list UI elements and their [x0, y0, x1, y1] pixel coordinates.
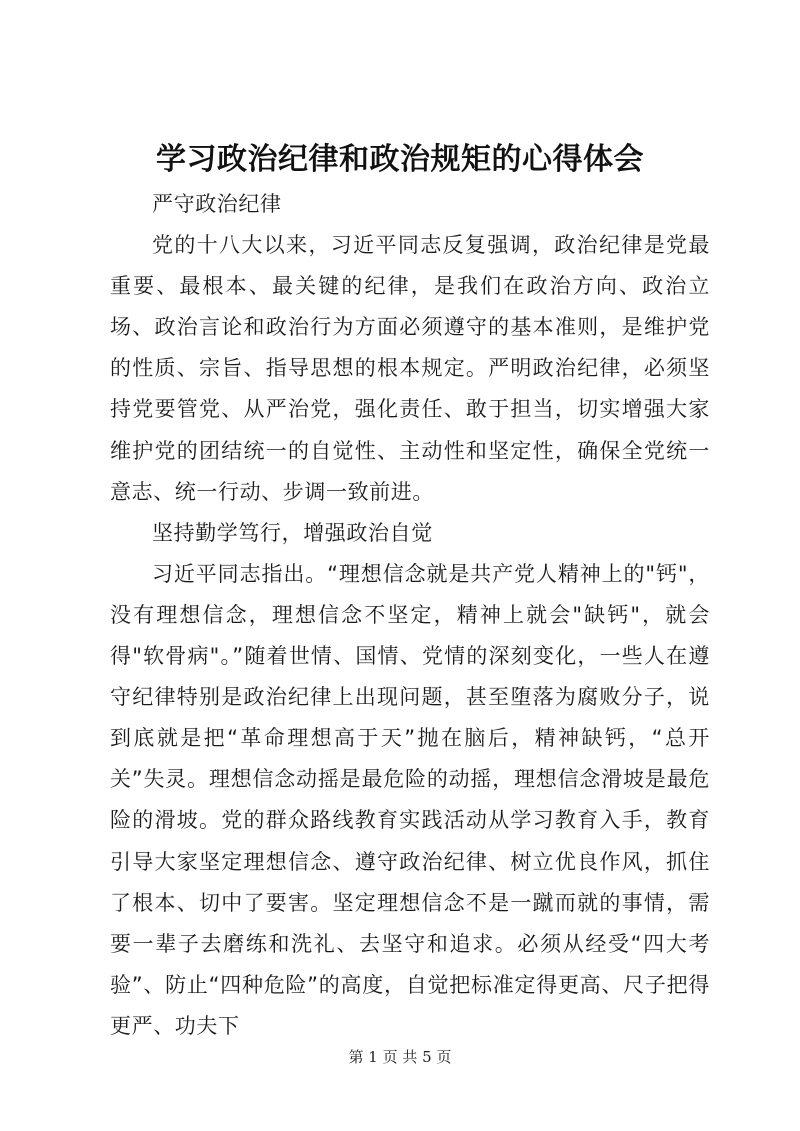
section-heading-2: 坚持勤学笃行，增强政治自觉 [152, 520, 433, 545]
section-heading-1: 严守政治纪律 [152, 192, 282, 216]
section-paragraph-1: 党的十八大以来，习近平同志反复强调，政治纪律是党最重要、最根本、最关键的纪律，是我们在政治方向、政治立场、政治言论和政治行为方面必须遵守的基本准则，是维护党的性质、宗旨、指导思想的根本规定。严明政治纪律，必须坚持党要管党、从严治党，强化责任、敢于担当，切实增强大家维护党的团结统一的自觉性、主动性和坚定性，确保全党统一意志、统一行动、步调一致前进。 [110, 233, 710, 504]
document-body [110, 184, 710, 1047]
document-title: 学习政治纪律和政治规矩的心得体会 [156, 142, 644, 177]
page-footer: 第 1 页 共 5 页 [348, 1048, 452, 1066]
section-paragraph-2: 习近平同志指出。“理想信念就是共产党人精神上的"钙"，没有理想信念，理想信念不坚定，精神上就会"缺钙"，就会得"软骨病"。”随着世情、国情、党情的深刻变化，一些人在遵守纪律特别是政治纪律上出现问题，甚至堕落为腐败分子，说到底就是把“革命理想高于天”抛在脑后，精神缺钙，“总开关”失灵。理想信念动摇是最危险的动摇，理想信念滑坡是最危险的滑坡。党的群众路线教育实践活动从学习教育入手，教育引导大家坚定理想信念、遵守政治纪律、树立优良作风，抓住了根本、切中了要害。坚定理想信念不是一蹴而就的事情，需要一辈子去磨练和洗礼、去坚守和追求。必须从经受“四大考验”、防止“四种危险”的高度，自觉把标准定得更高、尺子把得更严、功夫下 [110, 561, 710, 1038]
